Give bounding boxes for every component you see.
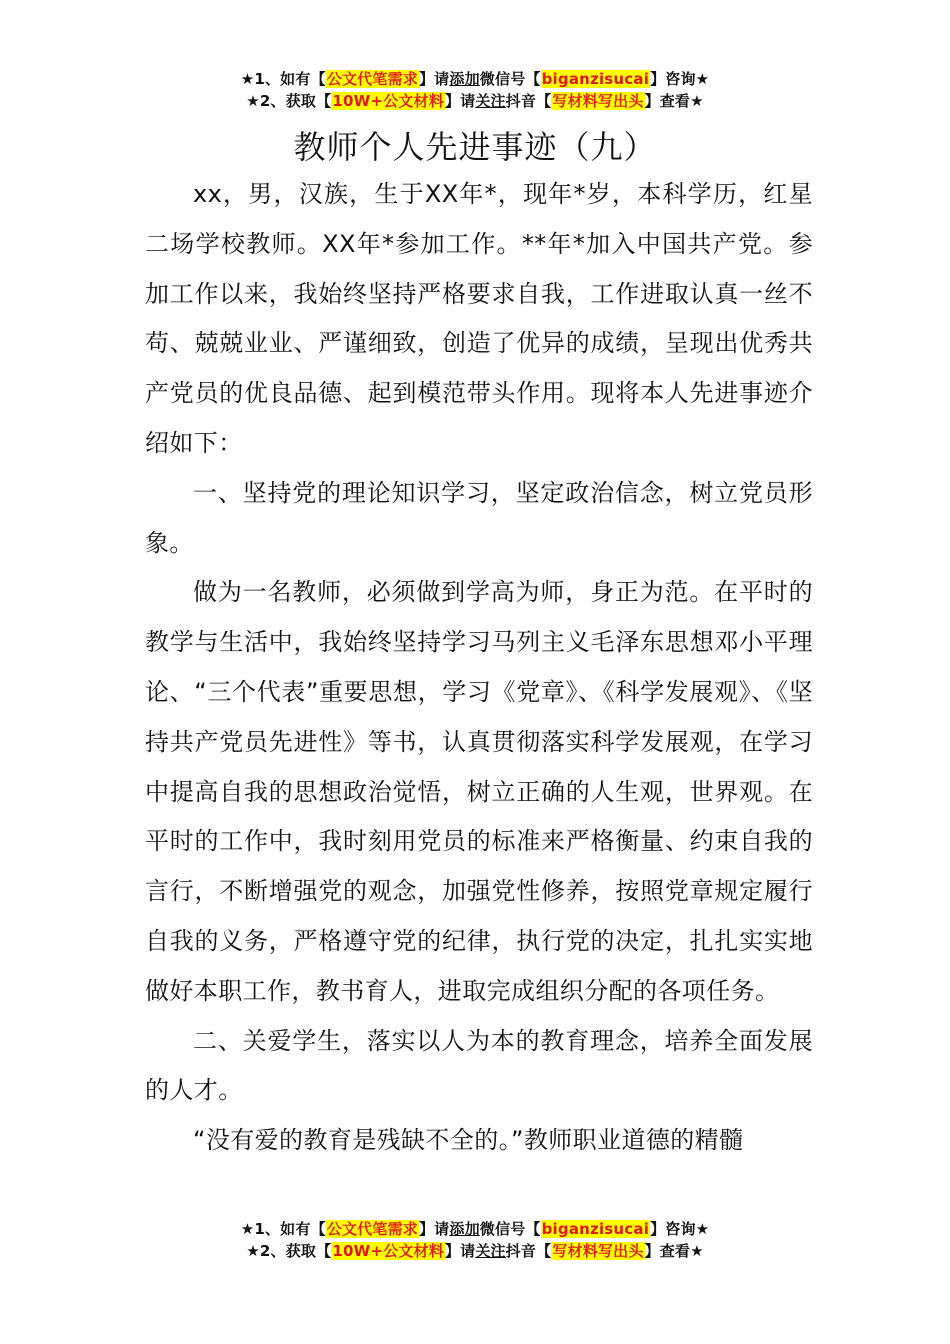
- promo-highlight-materials: 10W+公文材料: [332, 92, 444, 110]
- promo-text: 】咨询★: [650, 70, 710, 88]
- document-title: 教师个人先进事迹（九）: [293, 128, 657, 166]
- promo-text: ★2、获取【: [246, 92, 332, 110]
- promo-line-2: [0, 1240, 950, 1262]
- section-heading-1: 一、坚持党的理论知识学习，坚定政治信念，树立党员形象。: [145, 478, 813, 557]
- promo-text: 抖音【: [505, 92, 552, 110]
- promo-highlight-wechat: biganzisucai: [541, 70, 650, 88]
- promo-underline: 添加: [449, 70, 480, 88]
- promo-highlight-materials: 10W+公文材料: [332, 1242, 444, 1260]
- promo-text: 】查看★: [644, 1242, 704, 1260]
- section-heading-2: 二、关爱学生，落实以人为本的教育理念，培养全面发展的人才。: [145, 1026, 813, 1105]
- promo-text: 】咨询★: [650, 1220, 710, 1238]
- promo-text: 】请: [418, 70, 450, 88]
- promo-underline: 关注: [475, 92, 506, 110]
- promo-text: ★1、如有【: [240, 1220, 326, 1238]
- paragraph-theory-study: 做为一名教师，必须做到学高为师，身正为范。在平时的教学与生活中，我始终坚持学习马列主义毛泽东思想邓小平理论、“三个代表”重要思想，学习《党章》、《科学发展观》、《坚持共产党员先进性》等书，认真贯彻落实科学发展观，在学习中提高自我的思想政治觉悟，树立正确的人生观，世界观。在平时的工作中，我时刻用党员的标准来严格衡量、约束自我的言行，不断增强党的观念，加强党性修养，按照党章规定履行自我的义务，严格遵守党的纪律，执行党的决定，扎扎实实地做好本职工作，教书育人，进取完成组织分配的各项任务。: [145, 578, 813, 1005]
- promo-text: 微信号【: [479, 70, 541, 88]
- promo-text: 】查看★: [644, 92, 704, 110]
- promo-text: ★1、如有【: [240, 70, 326, 88]
- paragraph-care-students: “没有爱的教育是残缺不全的。”教师职业道德的精髓: [193, 1126, 744, 1155]
- promo-text: 微信号【: [479, 1220, 541, 1238]
- promo-text: ★2、获取【: [246, 1242, 332, 1260]
- promo-footer: [0, 1218, 950, 1262]
- promo-header: [0, 68, 950, 112]
- promo-underline: 添加: [449, 1220, 480, 1238]
- promo-highlight-service: 公文代笔需求: [326, 70, 418, 88]
- promo-highlight-douyin: 写材料写出头: [552, 1242, 644, 1260]
- promo-text: 】请: [418, 1220, 450, 1238]
- promo-highlight-service: 公文代笔需求: [326, 1220, 418, 1238]
- paragraph-intro: xx，男，汉族，生于XX年*，现年*岁，本科学历，红星二场学校教师。XX年*参加工作。**年*加入中国共产党。参加工作以来，我始终坚持严格要求自我，工作进取认真一丝不苟、兢兢业业、严谨细致，创造了优异的成绩，呈现出优秀共产党员的优良品德、起到模范带头作用。现将本人先进事迹介绍如下：: [145, 180, 813, 457]
- promo-text: 】请: [444, 1242, 476, 1260]
- promo-underline: 关注: [475, 1242, 506, 1260]
- promo-line-1: [0, 1218, 950, 1240]
- promo-text: 抖音【: [505, 1242, 552, 1260]
- promo-text: 】请: [444, 92, 476, 110]
- document-body: [145, 170, 813, 1166]
- promo-highlight-wechat: biganzisucai: [541, 1220, 650, 1238]
- promo-highlight-douyin: 写材料写出头: [552, 92, 644, 110]
- promo-line-2: [0, 90, 950, 112]
- promo-line-1: [0, 68, 950, 90]
